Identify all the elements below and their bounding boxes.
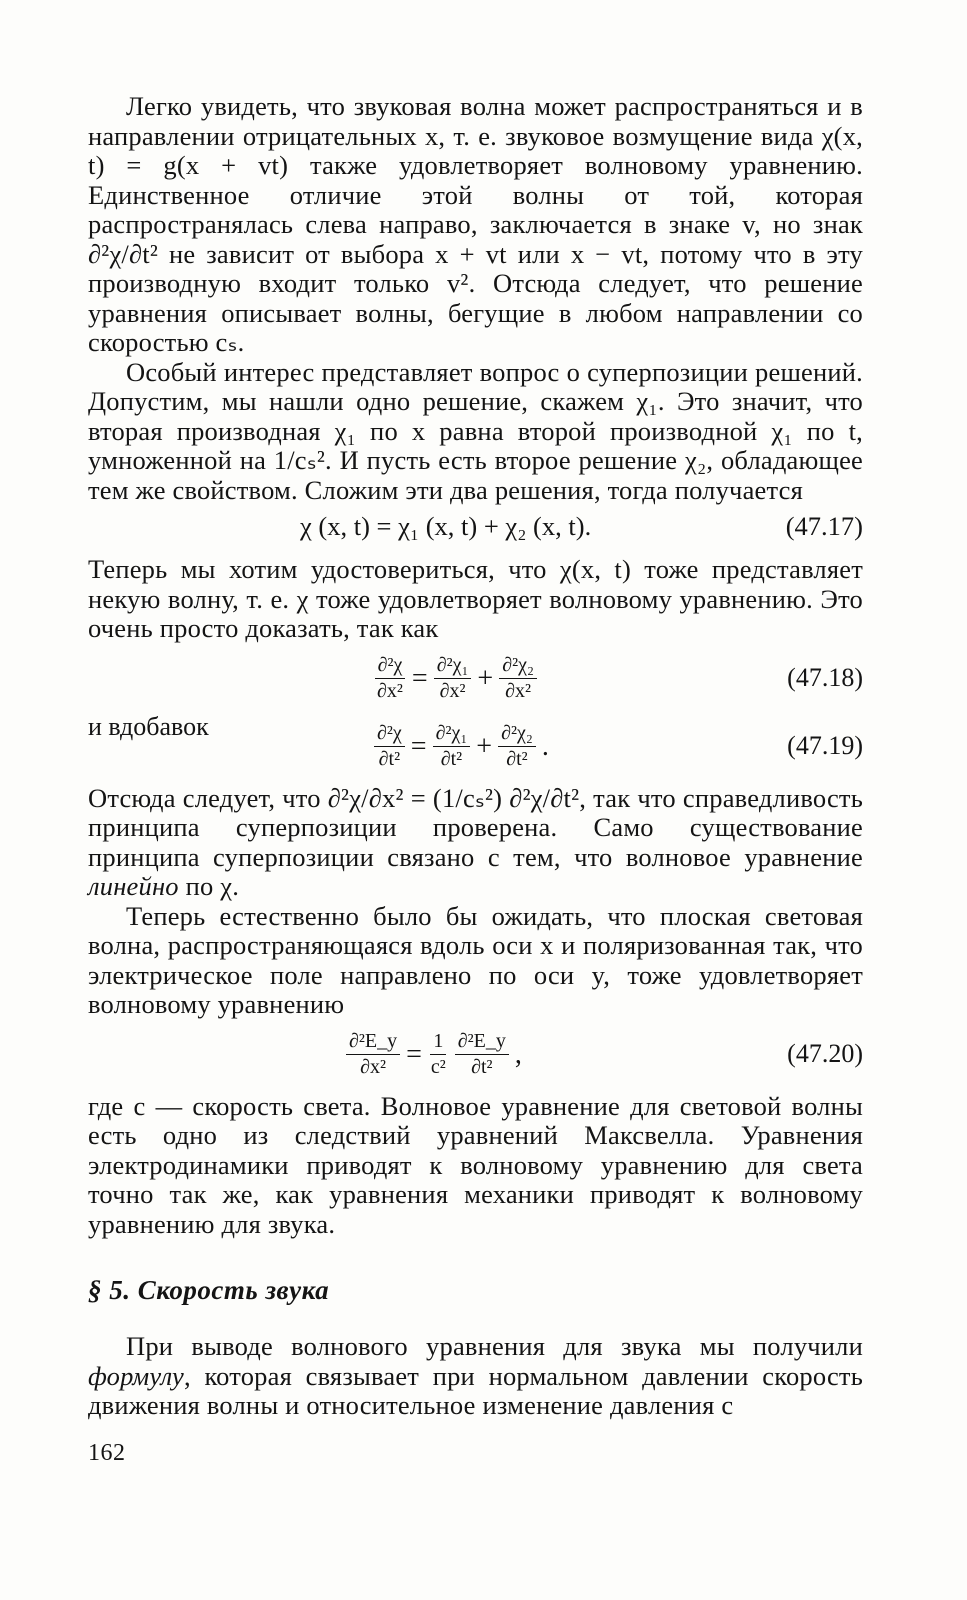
paragraph-7: где c — скорость света. Волновое уравнение для световой волны есть одно из следствий уравнений Максвелла. Уравнения электродинамики приводят к волновому уравнению для света точно так же, как уравнения механики приводят к волновому уравнению для звука. xyxy=(88,1090,863,1239)
equation-47-18-number: (47.18) xyxy=(787,662,863,692)
fraction-numerator: ∂²χ xyxy=(375,654,406,679)
paragraph-8 xyxy=(88,1332,863,1421)
fraction-denominator: ∂t² xyxy=(440,748,463,770)
paragraph-6: Теперь естественно было бы ожидать, что плоская световая волна, распространяющаяся вдоль оси x и поляризованная так, что электрическое поле направлено по оси y, тоже удовлетворяет волновому уравнению xyxy=(88,900,863,1019)
italic-word: формулу xyxy=(88,1360,184,1391)
fraction-numerator: 1 xyxy=(430,1030,446,1055)
fraction-numerator: ∂²E_y xyxy=(346,1030,400,1055)
paragraph-3: Теперь мы хотим удостовериться, что χ(x, t) тоже представляет некую волну, т. е. χ тоже удовлетворяет волновому уравнению. Это очень просто доказать, так как xyxy=(88,554,863,643)
equation-47-20: $\frac{\text{∂²E\_y}}{\text{∂x²}}$ = $\frac{1}{\text{c²}}$ $\frac{\text{∂²E\_y}}{\text{∂t²}}$ , (47.20) xyxy=(88,1024,863,1086)
fraction-denominator: c² xyxy=(430,1056,446,1078)
section-heading: § 5. Скорость звука xyxy=(88,1275,330,1305)
paragraph-8-tail: , которая связывает при нормальном давлении скорость движения волны и относительное изменение давления с xyxy=(88,1360,863,1420)
equation-47-19: и вдобавок $\frac{\text{∂²χ}}{\text{∂t²}}$ = $\frac{\text{∂²χ₁}}{\text{∂t²}}$ + $\frac{\text{∂²χ₂}}{\text{∂t²}}$ . (47.19) xyxy=(88,711,863,770)
fraction-denominator: ∂t² xyxy=(378,748,401,770)
page-number: 162 xyxy=(88,1440,126,1466)
page-content xyxy=(88,92,863,1421)
fraction-denominator: ∂x² xyxy=(505,680,532,702)
paragraph-5-text: Отсюда следует, что ∂²χ/∂x² = (1/cₛ²) ∂²χ/∂t², так что справедливость принципа суперпозиции проверена. Само существование принципа суперпозиции связано с тем, что волновое уравнение xyxy=(88,782,863,872)
fraction-numerator: ∂²χ₂ xyxy=(499,654,537,679)
fraction-denominator: ∂t² xyxy=(471,1056,493,1078)
fraction-numerator: ∂²χ xyxy=(374,722,405,747)
equation-47-17 xyxy=(88,511,863,547)
equation-47-20-number: (47.20) xyxy=(787,1038,863,1068)
equation-47-18: $\frac{\text{∂²χ}}{\text{∂x²}}$ = $\frac{\text{∂²χ₁}}{\text{∂x²}}$ + $\frac{\text{∂²χ₂}}{\text{∂x²}}$ (47.18) xyxy=(88,648,863,710)
paragraph-5 xyxy=(88,784,863,902)
fraction-denominator: ∂x² xyxy=(439,680,466,702)
fraction-denominator: ∂t² xyxy=(506,748,528,770)
fraction-numerator: ∂²E_y xyxy=(455,1030,509,1055)
fraction-numerator: ∂²χ₂ xyxy=(498,722,536,747)
paragraph-1: Легко увидеть, что звуковая волна может распространяться и в направлении отрицательных x, т. е. звуковое возмущение вида χ(x, t) = g(x + vt) также удовлетворяет волновому уравнению. Единственное отличие этой волны от той, которая распространялась слева направо, заключается в знаке v, но знак ∂²χ/∂t² не зависит от выбора x + vt или x − vt, потому что в эту производную входит только v². Отсюда следует, что решение уравнения описывает волны, бегущие в любом направлении со скоростью cₛ. xyxy=(88,91,863,357)
paragraph-8-text: При выводе волнового уравнения для звука мы получили xyxy=(126,1331,863,1361)
fraction-denominator: ∂x² xyxy=(360,1056,386,1078)
lead-text: и вдобавок xyxy=(88,711,209,741)
equation-47-19-number: (47.19) xyxy=(787,730,863,760)
paragraph-5-tail: по χ. xyxy=(178,871,240,901)
equation-47-17-number: (47.17) xyxy=(785,511,863,541)
equation-47-17-body: χ (x, t) = χ₁ (x, t) + χ₂ (x, t). xyxy=(300,511,592,541)
fraction-denominator: ∂x² xyxy=(377,680,403,702)
italic-word: линейно xyxy=(88,871,179,901)
fraction-numerator: ∂²χ₁ xyxy=(434,654,472,679)
paragraph-2: Особый интерес представляет вопрос о суперпозиции решений. Допустим, мы нашли одно решение, скажем χ₁. Это значит, что вторая производная χ₁ по x равна второй производной χ₁ по t, умноженной на 1/cₛ². И пусть есть второе решение χ₂, обладающее тем же свойством. Сложим эти два решения, тогда получается xyxy=(88,356,863,505)
fraction-numerator: ∂²χ₁ xyxy=(433,722,471,747)
